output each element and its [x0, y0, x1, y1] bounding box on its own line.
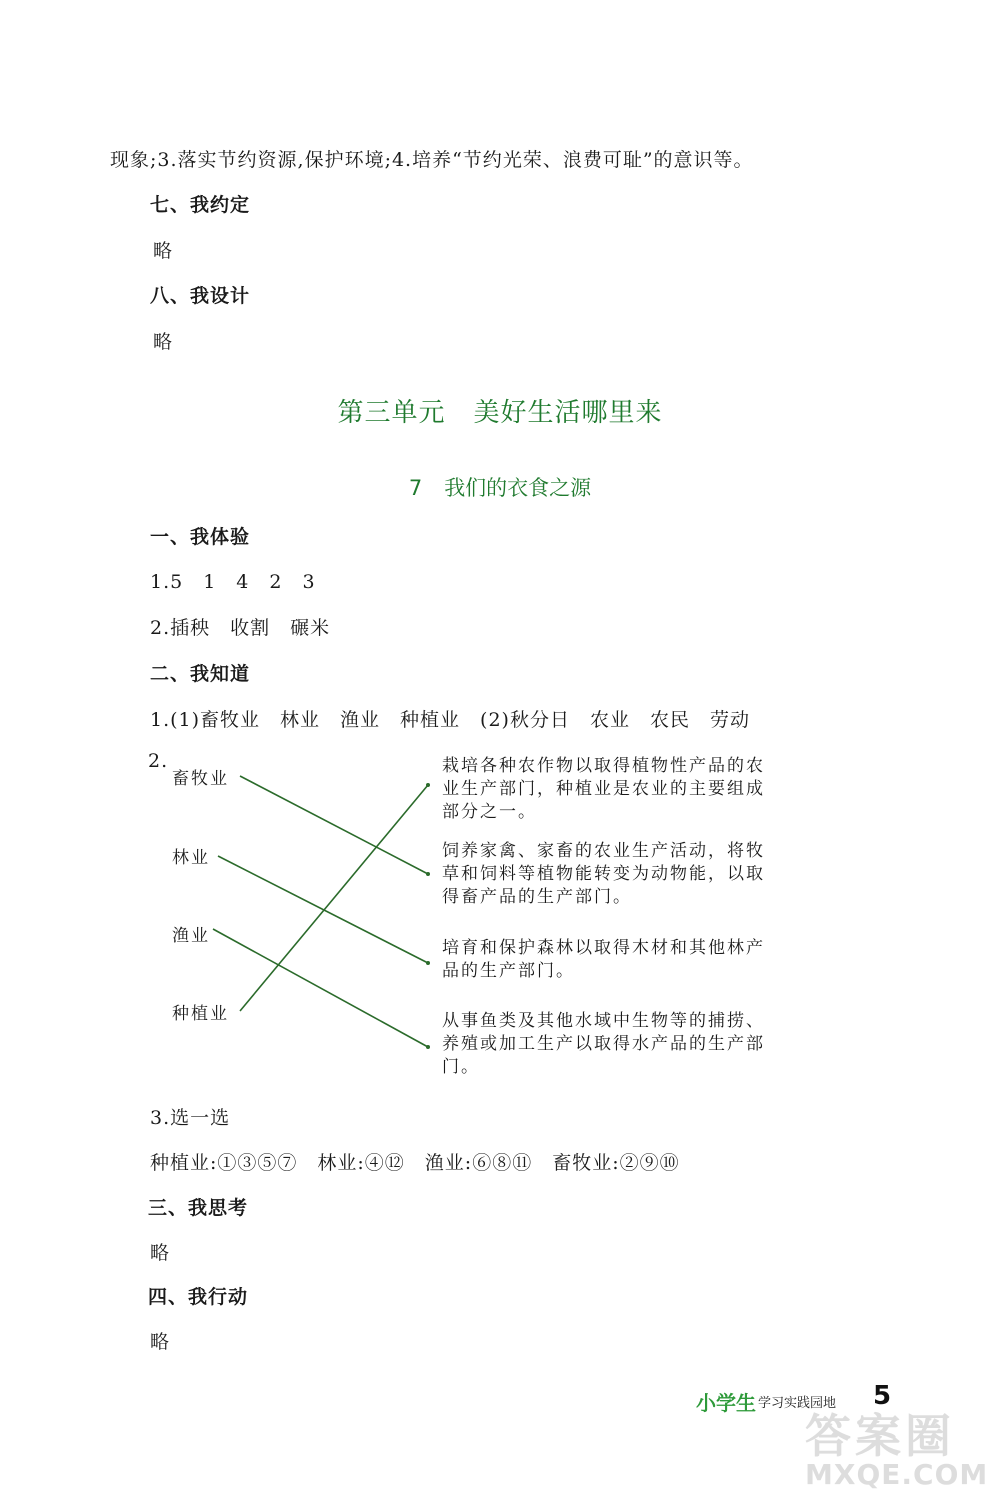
match-dot — [426, 872, 430, 876]
match-line-animal-husbandry — [240, 776, 428, 874]
q1-answer-1: 1.5 1 4 2 3 — [150, 571, 316, 593]
q2-select-title: 3.选一选 — [150, 1107, 231, 1129]
q2-select-answer: 种植业:①③⑤⑦ 林业:④⑫ 渔业:⑥⑧⑪ 畜牧业:②⑨⑩ — [150, 1152, 680, 1174]
section-8-heading: 八、我设计 — [150, 285, 251, 307]
match-desc-forestry: 培育和保护森林以取得木材和其他林产品的生产部门。 — [442, 938, 765, 981]
section-8-answer: 略 — [153, 331, 174, 353]
section-4-heading: 四、我行动 — [148, 1286, 249, 1308]
section-4-answer: 略 — [150, 1331, 171, 1353]
unit-number: 第三单元 — [337, 398, 446, 428]
watermark-url: MXQE.COM — [805, 1458, 989, 1491]
watermark — [805, 1400, 995, 1490]
match-dot — [426, 961, 430, 965]
section-3-answer: 略 — [150, 1242, 171, 1264]
footer-subtitle: 学习实践园地 — [758, 1396, 837, 1411]
q1-heading: 一、我体验 — [150, 526, 251, 548]
match-label-planting: 种植业 — [172, 1004, 229, 1024]
lesson-name: 我们的衣食之源 — [444, 476, 592, 500]
match-line-forestry — [218, 856, 428, 963]
watermark-logo: 答案圈 — [805, 1409, 955, 1463]
lesson-number: 7 — [408, 476, 423, 500]
match-label-forestry: 林业 — [172, 848, 210, 868]
match-label-fishery: 渔业 — [172, 926, 210, 946]
q2-heading: 二、我知道 — [150, 663, 251, 685]
section-3-heading: 三、我思考 — [148, 1197, 249, 1219]
intro-continuation: 现象;3.落实节约资源,保护环境;4.培养“节约光荣、浪费可耻”的意识等。 — [110, 149, 754, 171]
match-dot — [426, 1045, 430, 1049]
match-desc-fishery: 从事鱼类及其他水域中生物等的捕捞、养殖或加工生产以取得水产品的生产部门。 — [442, 1011, 765, 1077]
match-desc-animal-husbandry: 饲养家禽、家畜的农业生产活动，将牧草和饲料等植物能转变为动物能，以取得畜产品的生产部门。 — [442, 841, 765, 907]
q2-answer-1: 1.(1)畜牧业 林业 渔业 种植业 (2)秋分日 农业 农民 劳动 — [150, 709, 750, 731]
matching-item-number: 2. — [148, 750, 169, 772]
unit-name: 美好生活哪里来 — [473, 398, 663, 428]
q1-answer-2: 2.插秧 收割 碾米 — [150, 617, 331, 639]
section-7-heading: 七、我约定 — [150, 194, 251, 216]
section-7-answer: 略 — [153, 240, 174, 262]
match-dot — [426, 783, 430, 787]
page-number: 5 — [873, 1381, 892, 1411]
match-line-planting — [240, 785, 428, 1011]
match-desc-planting: 栽培各种农作物以取得植物性产品的农业生产部门，种植业是农业的主要组成部分之一。 — [442, 756, 765, 822]
footer-brand: 小学生 — [696, 1391, 756, 1415]
match-label-animal-husbandry: 畜牧业 — [172, 769, 229, 789]
